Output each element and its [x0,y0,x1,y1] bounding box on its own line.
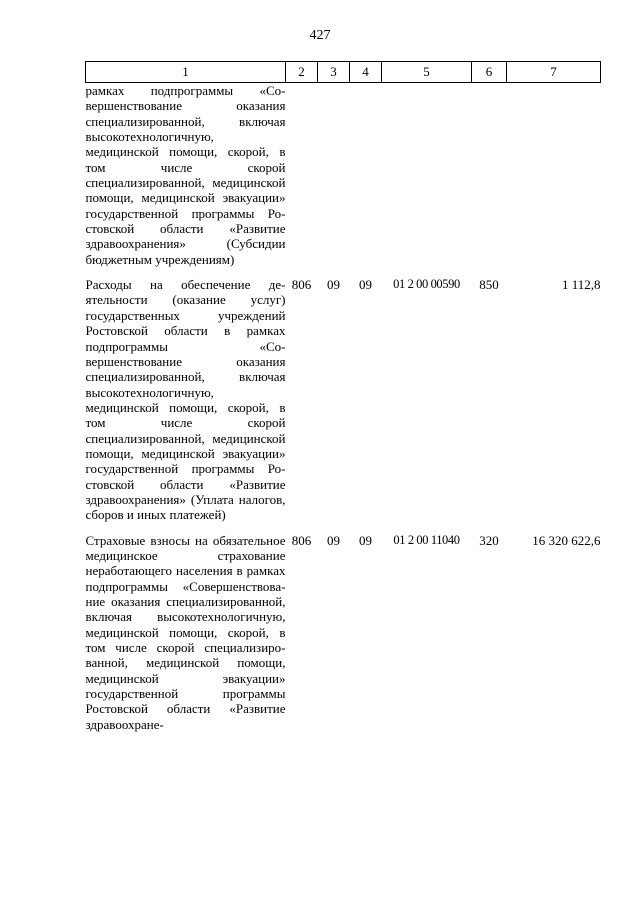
header-col-7: 7 [507,62,601,83]
row-spacer [86,267,601,277]
header-col-3: 3 [318,62,350,83]
row-subsection: 09 [359,277,372,293]
header-col-6: 6 [472,62,507,83]
row-spacer [86,523,601,533]
table-row [86,533,601,732]
row-expense-type [472,83,507,268]
table-body [86,83,601,733]
table-row [86,83,601,268]
row-target: 01 2 00 11040 [393,532,460,547]
row-section [318,83,350,268]
row-amount: 1 112,8 [561,277,601,293]
row-section: 09 [327,532,340,548]
row-ministry [286,83,318,268]
row-ministry: 806 [291,532,312,548]
row-amount [507,83,601,268]
row-amount: 16 320 622,6 [532,532,601,548]
header-col-2: 2 [286,62,318,83]
row-target: 01 2 00 00590 [393,277,460,292]
table-row [86,277,601,523]
header-row [86,62,601,83]
row-subsection [350,83,382,268]
table-header [86,62,601,83]
header-col-4: 4 [350,62,382,83]
budget-table [85,61,601,732]
row-target [382,83,472,268]
row-ministry: 806 [291,277,312,293]
row-subsection: 09 [359,532,372,548]
row-section: 09 [327,277,340,293]
page-number: 427 [309,28,331,43]
row-expense-type: 850 [479,277,499,293]
header-col-5: 5 [382,62,472,83]
row-description: Расходы на обеспечение деятельности (оказание услуг) государственных учреждений Ростовской области в рамках подпрограммы «Совершенствование оказания специализированной, включая высокотехнологичную, медицинской помощи, скорой, в том числе скорой специализированной, медицинской помощи, медицинской эвакуации» государственной программы Ростовской области «Развитие здравоохранения» (Уплата налогов, сборов и иных платежей) [85,277,286,523]
row-expense-type: 320 [479,532,499,548]
header-col-1: 1 [86,62,286,83]
row-description: Страховые взносы на обязательное медицинское страхование неработающего населения в рамках подпрограммы «Совершенствование оказания специализированной, включая высокотехнологичную, медицинской помощи, скорой, в том числе скорой специализированной, медицинской помощи, медицинской эвакуации» государственной программы Ростовской области «Развитие здравоохране- [85,532,286,732]
row-description: рамках подпрограммы «Совершенствование оказания специализированной, включая высокотехнологичную, медицинской помощи, скорой, в том числе скорой специализированной, медицинской помощи, медицинской эвакуации» государственной программы Ростовской области «Развитие здравоохранения» (Субсидии бюджетным учреждениям) [85,83,286,267]
